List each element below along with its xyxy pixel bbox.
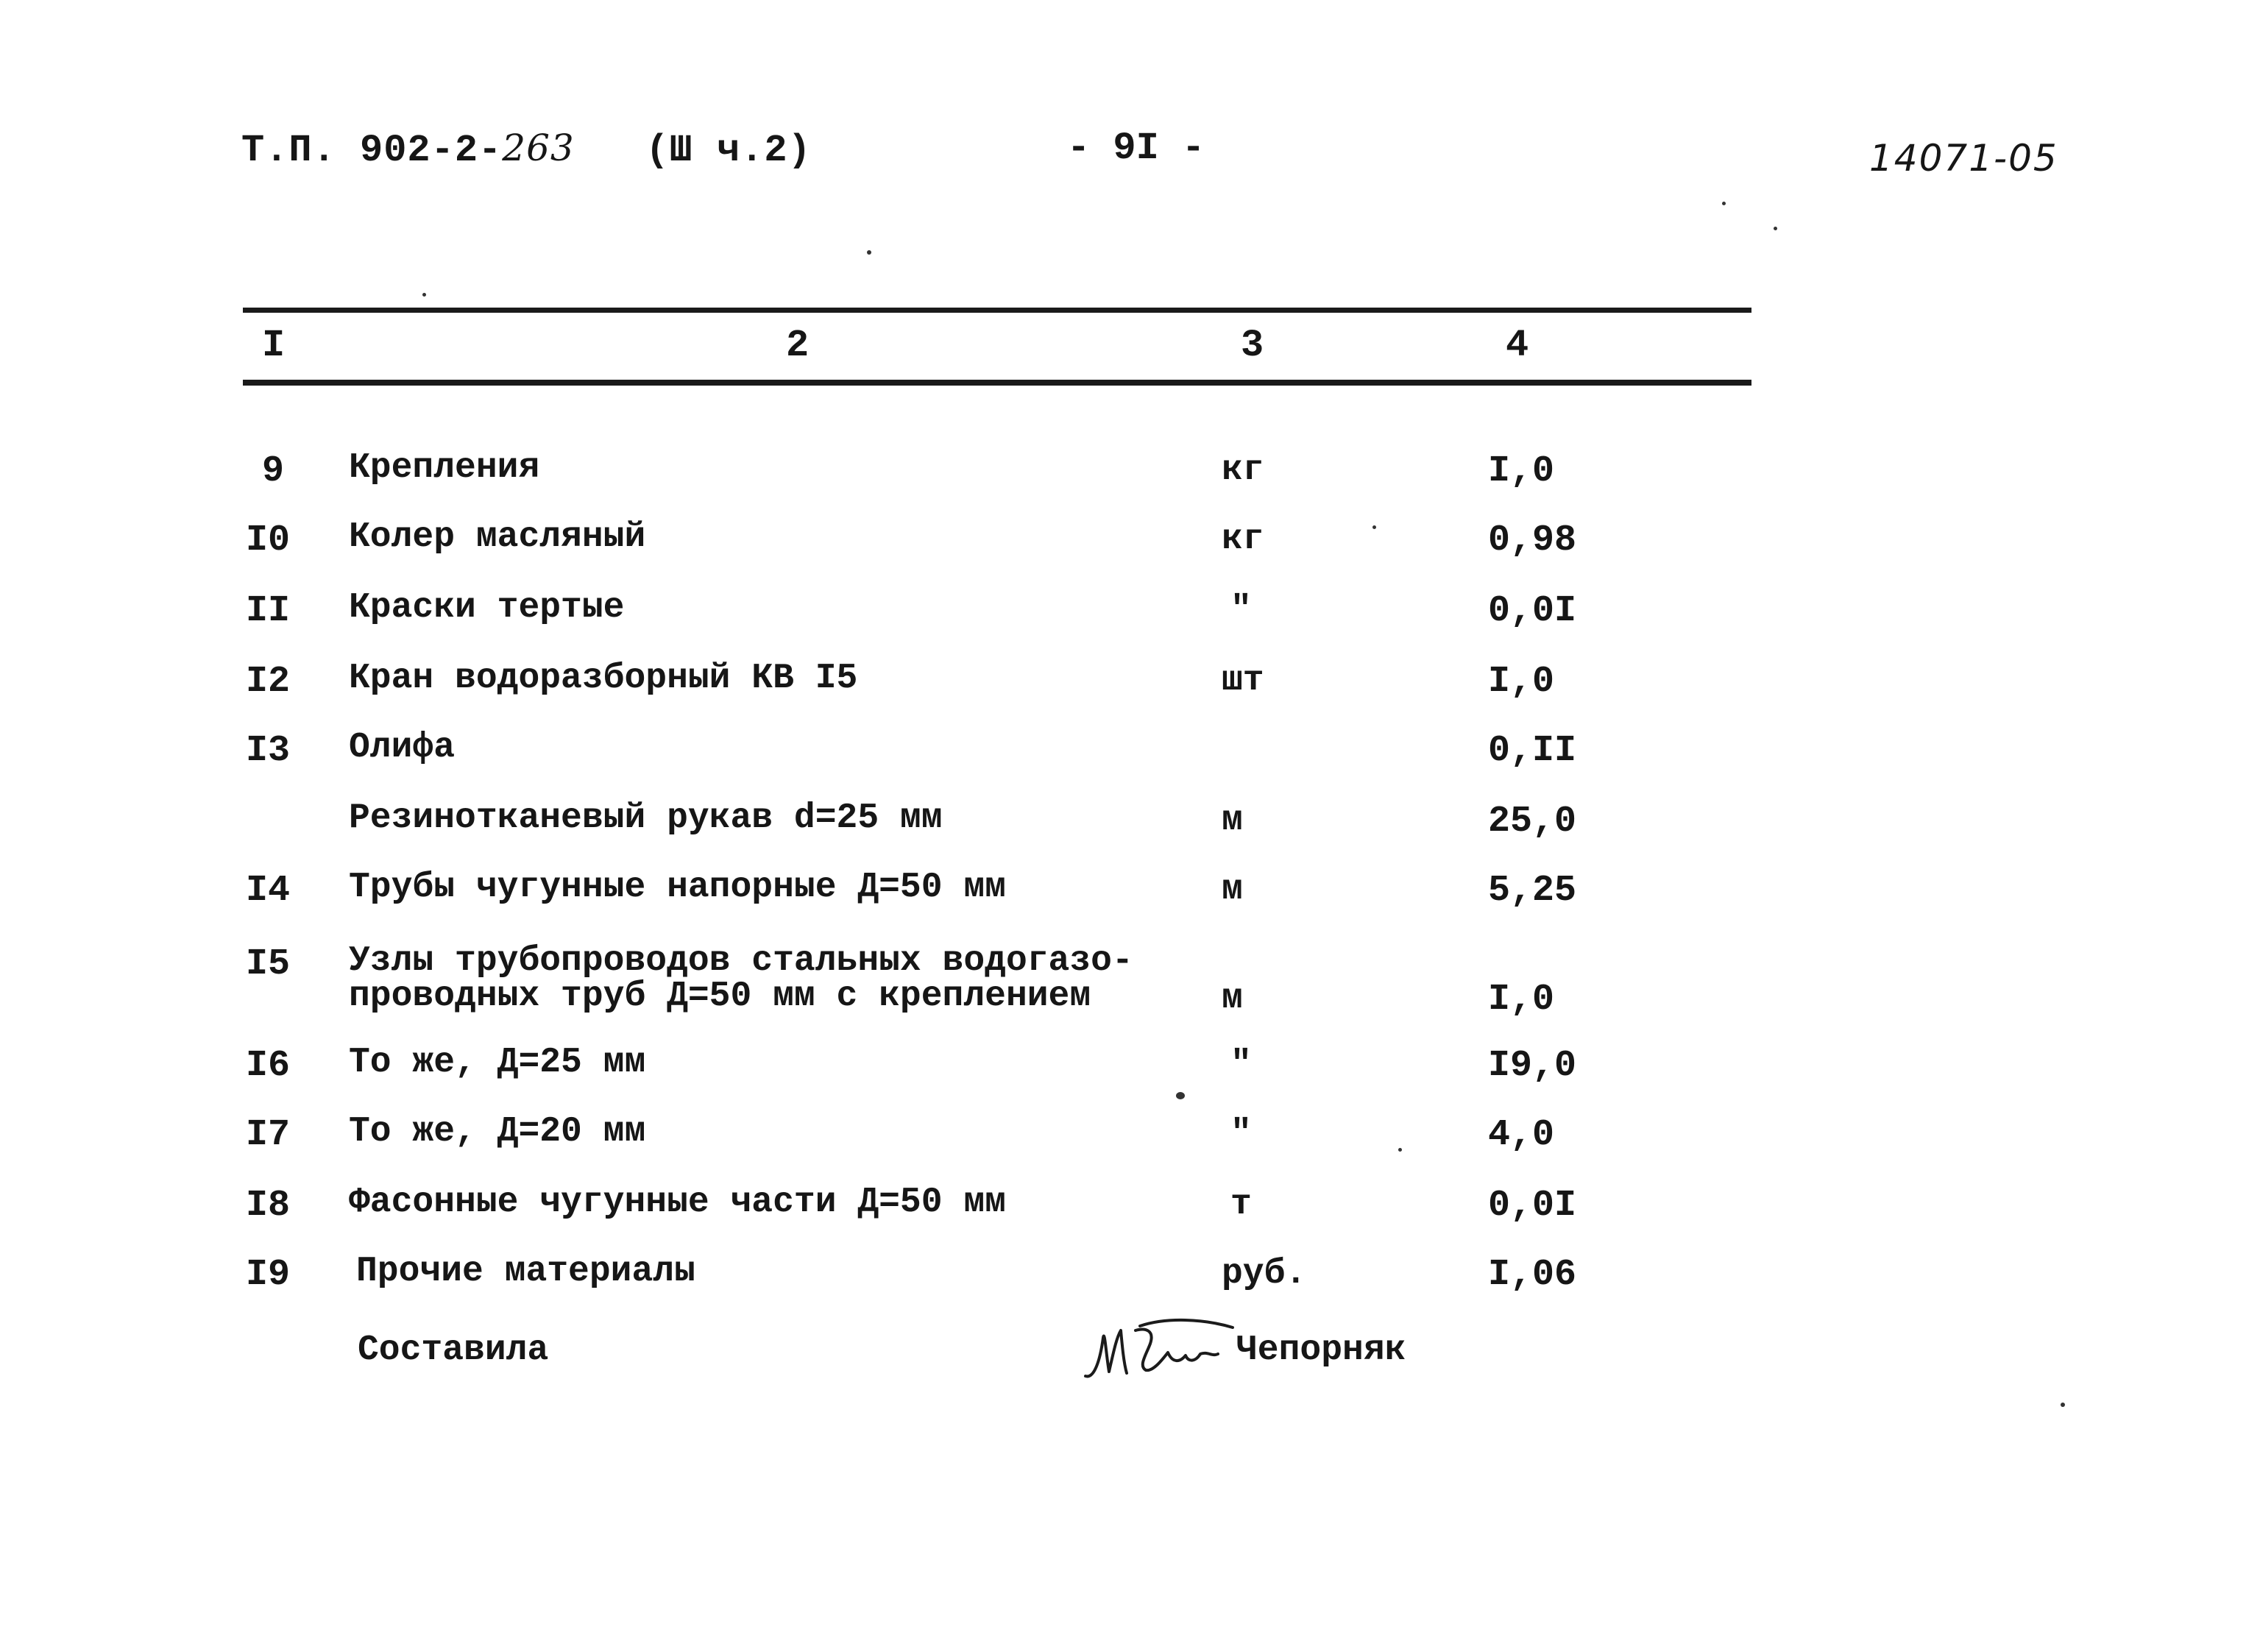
- archive-number: 14071-05: [1869, 137, 2058, 180]
- material-name-line: Фасонные чугунные части Д=50 мм: [349, 1183, 1006, 1222]
- unit-of-measure: ": [1230, 590, 1252, 630]
- table-row: [0, 517, 2260, 586]
- scan-speck: [422, 293, 426, 297]
- unit-of-measure: м: [1222, 979, 1243, 1018]
- unit-of-measure: м: [1222, 870, 1243, 910]
- row-number: I7: [246, 1114, 291, 1156]
- table-row: [0, 1185, 2260, 1251]
- material-name-line: Крепления: [349, 448, 540, 488]
- document-code-printed: Т.П. 902-2-: [241, 129, 503, 172]
- material-name-line: То же, Д=20 мм: [349, 1112, 646, 1152]
- material-name: [349, 730, 455, 765]
- quantity: 0,II: [1488, 730, 1577, 772]
- scan-speck: [2061, 1403, 2065, 1407]
- page-number: - 9I -: [1067, 127, 1205, 170]
- material-name-line: проводных труб Д=50 мм с креплением: [349, 976, 1091, 1016]
- quantity: I,0: [1488, 450, 1555, 492]
- table-header-rule: [243, 380, 1751, 386]
- unit-of-measure: кг: [1222, 450, 1264, 490]
- row-number: I8: [246, 1185, 291, 1227]
- unit-of-measure: ": [1230, 1045, 1252, 1085]
- column-heading-quantity: 4: [1506, 324, 1529, 367]
- material-name: [349, 588, 625, 628]
- material-name-line: Колер масляный: [349, 517, 646, 557]
- unit-of-measure: м: [1222, 801, 1243, 840]
- row-number: 9: [262, 450, 285, 492]
- quantity: 5,25: [1488, 870, 1577, 912]
- material-name: [356, 1254, 695, 1289]
- material-name-line: Прочие материалы: [356, 1252, 695, 1291]
- material-name: [349, 450, 539, 486]
- quantity: 0,0I: [1488, 1185, 1577, 1227]
- material-name: [349, 1112, 646, 1152]
- scan-speck: [1722, 202, 1726, 205]
- table-row: [0, 661, 2260, 727]
- quantity: I,0: [1488, 661, 1555, 703]
- row-number: II: [246, 590, 291, 632]
- row-number: I0: [246, 520, 291, 561]
- table-row: [0, 943, 2260, 1024]
- unit-of-measure: шт: [1222, 661, 1264, 701]
- material-name: [349, 1045, 645, 1080]
- row-number: I2: [246, 661, 291, 703]
- material-name: [349, 517, 646, 557]
- quantity: I,06: [1488, 1254, 1577, 1296]
- unit-of-measure: т: [1230, 1185, 1252, 1224]
- row-number: I6: [246, 1045, 291, 1087]
- scan-speck: [1176, 1092, 1185, 1099]
- table-row: [0, 1045, 2260, 1111]
- material-name-line: Краски тертые: [349, 588, 625, 628]
- table-top-rule: [243, 308, 1751, 313]
- scan-speck: [1372, 525, 1376, 529]
- material-name: [349, 798, 943, 838]
- quantity: I9,0: [1488, 1045, 1577, 1087]
- material-name-line: Трубы чугунные напорные Д=50 мм: [349, 868, 1006, 907]
- unit-of-measure: ": [1230, 1114, 1252, 1154]
- column-heading-number: I: [262, 324, 286, 367]
- row-number: I5: [246, 943, 291, 985]
- handwritten-signature: [1078, 1308, 1247, 1389]
- unit-of-measure: кг: [1222, 520, 1264, 559]
- scan-speck: [1398, 1148, 1402, 1152]
- table-row: [0, 1114, 2260, 1180]
- table-row: [0, 870, 2260, 936]
- material-name-line: Олифа: [349, 728, 456, 767]
- material-name: [349, 661, 857, 696]
- compiled-by-label: Составила: [358, 1330, 549, 1370]
- table-row: [0, 590, 2260, 656]
- material-name-line: То же, Д=25 мм: [349, 1043, 646, 1082]
- quantity: 25,0: [1488, 801, 1577, 843]
- material-name: [349, 1185, 1006, 1220]
- row-number: I3: [246, 730, 291, 772]
- material-name-line: Узлы трубопроводов стальных водогазо-: [349, 941, 1133, 981]
- row-number: I9: [246, 1254, 291, 1296]
- material-name: [349, 943, 1133, 1014]
- document-code-handwritten: 263: [502, 127, 575, 169]
- quantity: 0,0I: [1488, 590, 1577, 632]
- quantity: I,0: [1488, 979, 1555, 1021]
- table-row: [0, 798, 2260, 867]
- table-row: [0, 730, 2260, 796]
- scan-speck: [867, 250, 871, 255]
- unit-of-measure: руб.: [1222, 1254, 1307, 1294]
- document-code: [241, 127, 812, 172]
- column-heading-unit: 3: [1241, 324, 1264, 367]
- material-name: [349, 870, 1006, 905]
- quantity: 0,98: [1488, 520, 1577, 561]
- scan-speck: [1774, 227, 1777, 230]
- table-row: [0, 450, 2260, 517]
- column-heading-name: 2: [786, 324, 810, 367]
- quantity: 4,0: [1488, 1114, 1555, 1156]
- row-number: I4: [246, 870, 291, 912]
- material-name-line: Кран водоразборный КВ I5: [349, 659, 858, 698]
- material-name-line: Резинотканевый рукав d=25 мм: [349, 798, 943, 838]
- document-part: (Ш ч.2): [645, 129, 812, 172]
- compiler-name: Чепорняк: [1236, 1330, 1406, 1370]
